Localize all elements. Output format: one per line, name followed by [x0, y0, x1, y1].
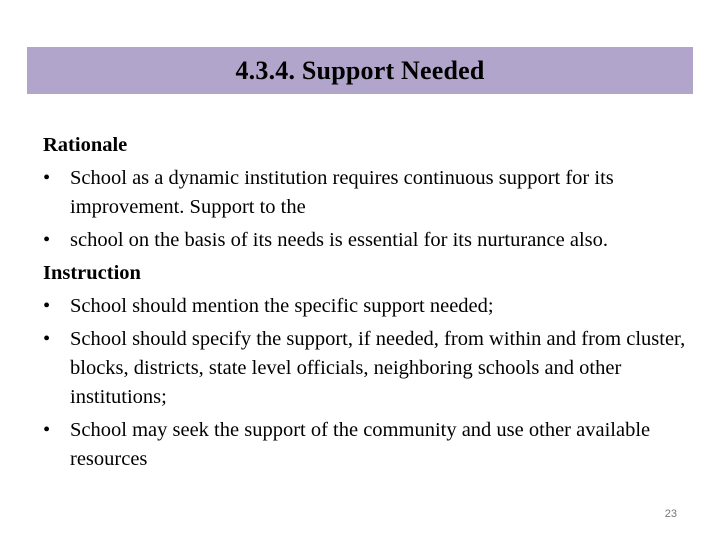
- title-bar: [27, 47, 693, 94]
- bullet-icon: •: [43, 229, 51, 251]
- bullet-text: School may seek the support of the community and use other available resources: [70, 419, 651, 470]
- bullet-text: School should specify the support, if needed, from within and from cluster, blocks, districts, state level officials, neighboring schools and other institutions;: [70, 328, 686, 408]
- section-heading-rationale: Rationale: [43, 134, 128, 156]
- page-number: 23: [664, 508, 677, 520]
- bullet-icon: •: [43, 295, 51, 317]
- bullet-item: [43, 164, 693, 222]
- bullet-item: [43, 416, 693, 474]
- slide-content: [43, 131, 693, 478]
- bullet-item: [43, 292, 693, 321]
- bullet-icon: •: [43, 328, 51, 350]
- bullet-item: [43, 325, 693, 412]
- bullet-item: [43, 226, 693, 255]
- slide-title: 4.3.4. Support Needed: [235, 55, 485, 85]
- bullet-text: school on the basis of its needs is essential for its nurturance also.: [70, 229, 609, 251]
- bullet-text: School as a dynamic institution requires continuous support for its improvement. Support to the: [70, 167, 614, 218]
- bullet-text: School should mention the specific support needed;: [70, 295, 494, 317]
- bullet-icon: •: [43, 167, 51, 189]
- bullet-icon: •: [43, 419, 51, 441]
- section-heading-instruction: Instruction: [43, 262, 141, 284]
